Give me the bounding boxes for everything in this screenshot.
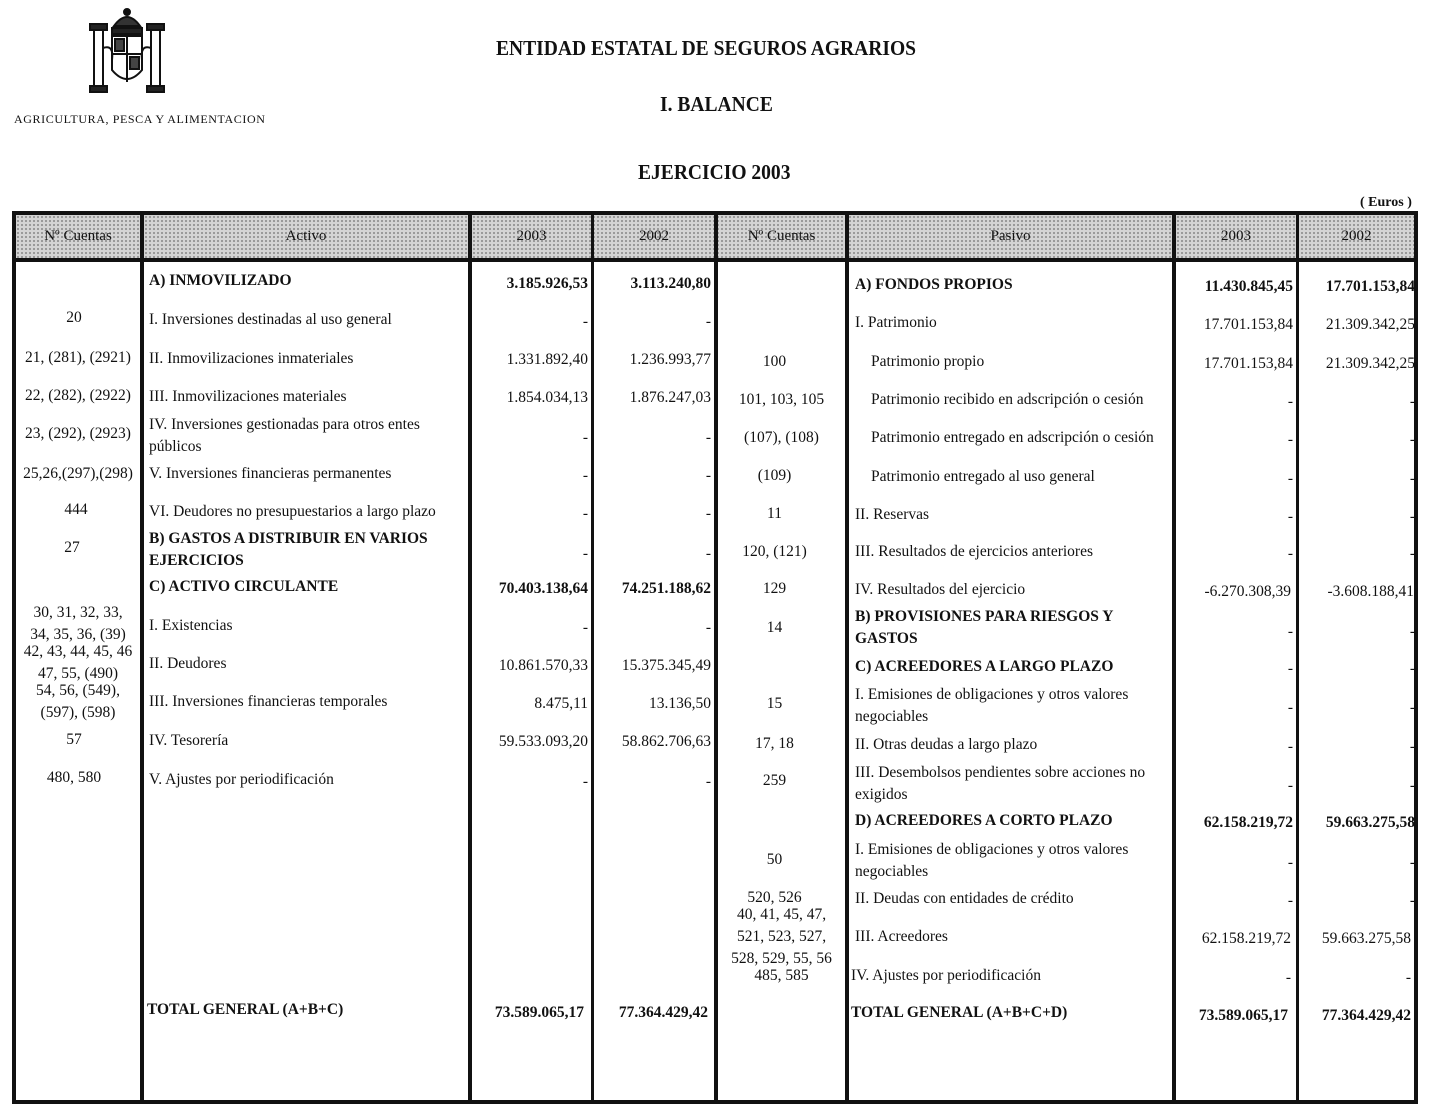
pasivo-label: C) ACREEDORES A LARGO PLAZO [855,658,1114,675]
pasivo-2003: 62.158.219,72 [1201,930,1291,947]
activo-2002: 3.113.240,80 [630,275,711,292]
header-2002-activo: 2002 [639,228,669,244]
activo-label: I. Inversiones destinadas al uso general [149,311,392,328]
activo-2002: - [705,313,711,330]
activo-account: 444 [64,501,88,518]
pasivo-2002: - [1405,969,1411,986]
activo-account: 57 [66,731,82,748]
activo-label: V. Inversiones financieras permanentes [149,465,392,482]
activo-2002: - [705,773,711,790]
pasivo-account: (107), (108) [744,429,819,446]
activo-2003: - [582,505,588,522]
activo-account: 480, 580 [46,769,102,786]
activo-account: 30, 31, 32, 33, [33,604,123,621]
header-2003-pasivo: 2003 [1221,228,1251,244]
pasivo-account: 17, 18 [755,735,794,752]
activo-label: A) INMOVILIZADO [149,272,292,289]
pasivo-total-label: TOTAL GENERAL (A+B+C+D) [851,1004,1068,1021]
pasivo-2002: 59.663.275,58 [1325,814,1415,831]
pasivo-2003: - [1287,660,1293,677]
pasivo-2002: - [1409,777,1415,794]
pasivo-account: 120, (121) [742,543,807,560]
activo-label: III. Inversiones financieras temporales [149,693,388,710]
pasivo-2002: - [1409,545,1415,562]
activo-2003: - [582,619,588,636]
activo-2003: - [582,545,588,562]
pasivo-2003: - [1287,470,1293,487]
pasivo-2002: 17.701.153,84 [1325,278,1415,295]
pasivo-label: I. Patrimonio [855,314,937,331]
pasivo-2002: - [1409,660,1415,677]
pasivo-2002: 59.663.275,58 [1321,930,1411,947]
pasivo-2003: - [1287,393,1293,410]
pasivo-label: III. Resultados de ejercicios anteriores [855,543,1094,560]
activo-label: II. Deudores [149,655,227,672]
pasivo-total-2002: 77.364.429,42 [1321,1007,1411,1024]
exercise-title: EJERCICIO 2003 [638,160,791,184]
pasivo-account: 11 [767,505,782,522]
activo-label: I. Existencias [149,617,233,634]
activo-account: 27 [64,539,80,556]
pasivo-account: 50 [766,851,783,868]
activo-2003: - [582,773,588,790]
pasivo-label: I. Emisiones de obligaciones y otros valores negociables [855,841,1129,880]
coat-of-arms-emblem [84,4,170,100]
header-2002-pasivo: 2002 [1341,228,1372,244]
pasivo-2003: 17.701.153,84 [1203,355,1293,372]
pasivo-2002: - [1409,623,1415,640]
pasivo-label: Patrimonio recibido en adscripción o cesión [871,391,1144,408]
pasivo-2003: - [1287,777,1293,794]
header-cuentas-pasivo: Nº Cuentas [747,228,816,244]
header-2003-activo: 2003 [516,228,547,244]
activo-2003: 3.185.926,53 [506,275,588,292]
pasivo-label: Patrimonio propio [871,353,985,370]
activo-2003: 59.533.093,20 [498,733,588,750]
pasivo-2002: - [1409,508,1415,525]
pasivo-2003: 11.430.845,45 [1204,278,1293,295]
bottom-rule [12,1100,1418,1104]
pasivo-account: 15 [766,695,783,712]
pasivo-label: II. Reservas [855,506,930,523]
activo-2003: - [582,429,588,446]
column-divider [140,215,144,1101]
pasivo-2002: - [1409,431,1415,448]
pasivo-2003: -6.270.308,39 [1204,583,1291,600]
pasivo-account: 485, 585 [754,967,809,984]
pasivo-2002: 21.309.342,25 [1325,355,1415,372]
pasivo-2003: - [1287,854,1293,871]
activo-label: B) GASTOS A DISTRIBUIR EN VARIOS EJERCICIOS [149,530,428,569]
pasivo-label: D) ACREEDORES A CORTO PLAZO [855,812,1113,829]
activo-2003: 1.331.892,40 [506,351,588,368]
pasivo-label: II. Otras deudas a largo plazo [855,736,1038,753]
pasivo-2003: - [1285,969,1291,986]
pasivo-2003: - [1287,545,1293,562]
activo-label: IV. Inversiones gestionadas para otros entes públicos [149,416,420,455]
activo-label: VI. Deudores no presupuestarios a largo plazo [149,503,436,520]
activo-2002: 15.375.345,49 [621,657,711,674]
unit-label: ( Euros ) [1360,195,1412,210]
activo-label: C) ACTIVO CIRCULANTE [149,578,339,595]
activo-2003: 10.861.570,33 [498,657,588,674]
pasivo-2002: 21.309.342,25 [1325,316,1415,333]
activo-total-2003: 73.589.065,17 [494,1004,584,1021]
activo-label: III. Inmovilizaciones materiales [149,388,347,405]
activo-account: 22, (282), (2922) [25,387,131,404]
activo-account: 47, 55, (490) [37,665,119,682]
pasivo-label: IV. Resultados del ejercicio [855,581,1026,598]
activo-2002: 13.136,50 [649,695,711,712]
pasivo-2003: - [1287,508,1293,525]
activo-account: 25,26,(297),(298) [23,465,133,482]
pasivo-label: A) FONDOS PROPIOS [855,276,1013,293]
activo-2003: 70.403.138,64 [498,580,588,597]
section-title: I. BALANCE [660,92,773,116]
activo-2002: - [705,545,711,562]
activo-2002: - [705,429,711,446]
activo-2002: 74.251.188,62 [621,580,711,597]
activo-account: 20 [66,309,82,326]
activo-2003: 1.854.034,13 [506,389,588,406]
entity-title: ENTIDAD ESTATAL DE SEGUROS AGRARIOS [496,36,917,60]
activo-2002: - [705,505,711,522]
pasivo-account: 14 [766,619,783,636]
activo-label: IV. Tesorería [149,732,229,749]
pasivo-account: 40, 41, 45, 47, [736,906,827,923]
header-pasivo: Pasivo [990,228,1031,244]
activo-account: (597), (598) [40,704,116,721]
activo-2002: 1.876.247,03 [629,389,711,406]
pasivo-account: 528, 529, 55, 56 [731,950,832,967]
pasivo-account: 101, 103, 105 [738,391,825,408]
activo-label: II. Inmovilizaciones inmateriales [149,350,354,367]
pasivo-2002: -3.608.188,41 [1327,583,1414,600]
activo-2002: - [705,619,711,636]
pasivo-2002: - [1409,699,1415,716]
activo-2002: 1.236.993,77 [629,351,711,368]
activo-total-2002: 77.364.429,42 [618,1004,708,1021]
activo-account: 54, 56, (549), [36,682,120,699]
pasivo-2003: - [1287,623,1293,640]
pasivo-label: Patrimonio entregado en adscripción o cesión [871,429,1154,446]
pasivo-label: B) PROVISIONES PARA RIESGOS Y GASTOS [855,608,1113,647]
pasivo-2003: 17.701.153,84 [1203,316,1293,333]
pasivo-account: 129 [762,580,787,597]
activo-2003: 8.475,11 [534,695,588,712]
pasivo-label: IV. Ajustes por periodificación [851,967,1041,984]
pasivo-2003: 62.158.219,72 [1203,814,1293,831]
pasivo-2002: - [1409,892,1415,909]
header-cuentas-activo: Nº Cuentas [44,228,112,244]
pasivo-total-2003: 73.589.065,17 [1198,1007,1288,1024]
pasivo-account: (109) [757,467,792,484]
pasivo-2002: - [1409,393,1415,410]
activo-account: 34, 35, 36, (39) [30,626,126,643]
activo-total-label: TOTAL GENERAL (A+B+C) [147,1001,344,1018]
activo-account: 21, (281), (2921) [25,349,131,366]
pasivo-2003: - [1287,699,1293,716]
activo-2003: - [582,467,588,484]
pasivo-label: Patrimonio entregado al uso general [871,468,1095,485]
pasivo-account: 521, 523, 527, [736,928,827,945]
pasivo-label: I. Emisiones de obligaciones y otros valores negociables [855,686,1129,725]
activo-2002: - [705,467,711,484]
pasivo-account: 100 [762,353,787,370]
pasivo-2002: - [1409,470,1415,487]
pasivo-label: III. Acreedores [855,928,948,945]
pasivo-label: II. Deudas con entidades de crédito [855,890,1074,907]
activo-account: 23, (292), (2923) [25,425,131,442]
column-divider [845,215,849,1101]
pasivo-label: III. Desembolsos pendientes sobre acciones no exigidos [855,764,1146,803]
pasivo-2002: - [1409,738,1415,755]
activo-2002: 58.862.706,63 [621,733,711,750]
activo-2003: - [582,313,588,330]
pasivo-2003: - [1287,738,1293,755]
pasivo-account: 520, 526 [747,889,802,906]
pasivo-2002: - [1409,854,1415,871]
pasivo-2003: - [1287,892,1293,909]
pasivo-2003: - [1287,431,1293,448]
activo-label: V. Ajustes por periodificación [149,771,334,788]
pasivo-account: 259 [762,772,787,789]
header-activo: Activo [285,228,327,244]
activo-account: 42, 43, 44, 45, 46 [23,643,133,660]
ministry-label: AGRICULTURA, PESCA Y ALIMENTACION [14,112,266,126]
